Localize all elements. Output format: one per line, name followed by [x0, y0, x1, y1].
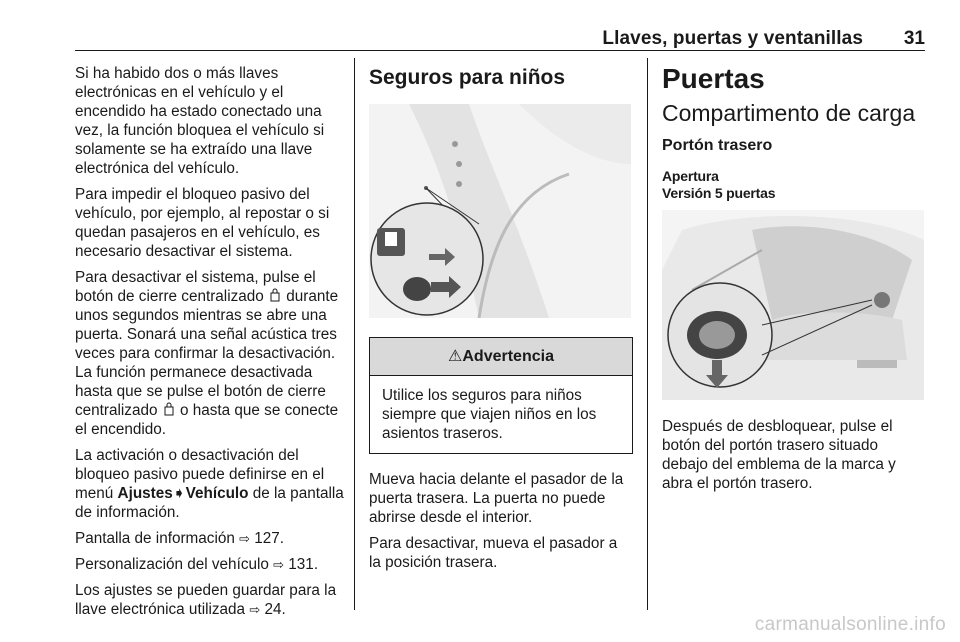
reference-personalization [75, 555, 345, 574]
deactivate-text-b: durante unos segundos mientras se abre una puerta. Sonará una señal acústica tres veces para confirmar la desactivación. La función permanece desactivada hasta que se pulse el botón de cierre centralizado [75, 288, 339, 419]
central-lock-icon [270, 288, 280, 302]
tailgate-illustration [662, 210, 924, 400]
menu-text-b: de la pantalla de información. [75, 485, 344, 521]
reference-text: Pantalla de información [75, 530, 235, 547]
paragraph-deactivate-latch: Para desactivar, mueva el pasador a la posición trasera. [369, 535, 618, 571]
paragraph-open-tailgate: Después de desbloquear, pulse el botón del portón trasero situado debajo del emblema de la marca y abra el portón trasero. [662, 418, 896, 492]
page-ref-arrow-icon: ⇨ [273, 557, 285, 572]
paragraph-menu [75, 446, 345, 522]
warning-header [370, 338, 632, 376]
paragraph-move-latch: Mueva hacia delante el pasador de la puerta trasera. La puerta no puede abrirse desde el interior. [369, 471, 624, 526]
heading-opening: Apertura [662, 168, 719, 184]
column-divider-2 [647, 58, 648, 610]
warning-icon: ⚠ [448, 348, 463, 365]
column-3 [662, 64, 924, 500]
subsection-heading-cargo: Compartimento de carga [662, 100, 916, 126]
child-lock-illustration [369, 104, 631, 318]
warning-text: Utilice los seguros para niños siempre que viajen niños en los asientos traseros. [382, 387, 597, 442]
menu-separator-icon: ➧ [172, 485, 186, 502]
column-2 [369, 64, 633, 579]
save-settings-text: Los ajustes se pueden guardar para la llave electrónica utilizada [75, 582, 337, 618]
subsection-heading-tailgate: Portón trasero [662, 137, 773, 154]
warning-title: Advertencia [462, 348, 554, 365]
reference-text: Personalización del vehículo [75, 556, 269, 573]
paragraph-prevent-locking: Para impedir el bloqueo pasivo del vehículo, por ejemplo, al repostar o si quedan pasajeros en el vehículo, es necesario desactivar el sistema. [75, 186, 330, 260]
paragraph-deactivate [75, 268, 345, 439]
page-ref-arrow-icon: ⇨ [249, 602, 261, 617]
header-rule [75, 50, 925, 51]
page-ref-arrow-icon: ⇨ [239, 531, 251, 546]
section-heading-child-locks: Seguros para niños [369, 66, 566, 89]
menu-item-vehiculo: Vehículo [185, 485, 249, 502]
reference-page: 131. [288, 556, 319, 573]
page-number: 31 [903, 28, 925, 49]
paragraph-multiple-keys: Si ha habido dos o más llaves electrónicas en el vehículo y el encendido ha estado conectado una vez, la función bloquea el vehículo si solamente se ha extraído una llave electrónica del vehículo. [75, 65, 325, 177]
menu-item-ajustes: Ajustes [117, 485, 173, 502]
watermark: carmanualsonline.info [754, 614, 946, 635]
deactivate-text-c: o hasta que se conecte el encendido. [75, 402, 339, 438]
deactivate-text-a: Para desactivar el sistema, pulse el botón de cierre centralizado [75, 269, 316, 305]
central-lock-icon [164, 402, 174, 416]
menu-text-a: La activación o desactivación del bloqueo pasivo puede definirse en el menú [75, 447, 325, 502]
section-heading-doors: Puertas [662, 63, 765, 94]
column-1 [75, 64, 345, 626]
reference-page: 24. [264, 601, 286, 618]
warning-box [369, 337, 633, 454]
column-divider-1 [354, 58, 355, 610]
paragraph-save-settings [75, 581, 345, 619]
reference-page: 127. [254, 530, 285, 547]
heading-5-door-version: Versión 5 puertas [662, 185, 776, 201]
page-header-title: Llaves, puertas y ventanillas [602, 28, 863, 49]
reference-info-display [75, 529, 345, 548]
